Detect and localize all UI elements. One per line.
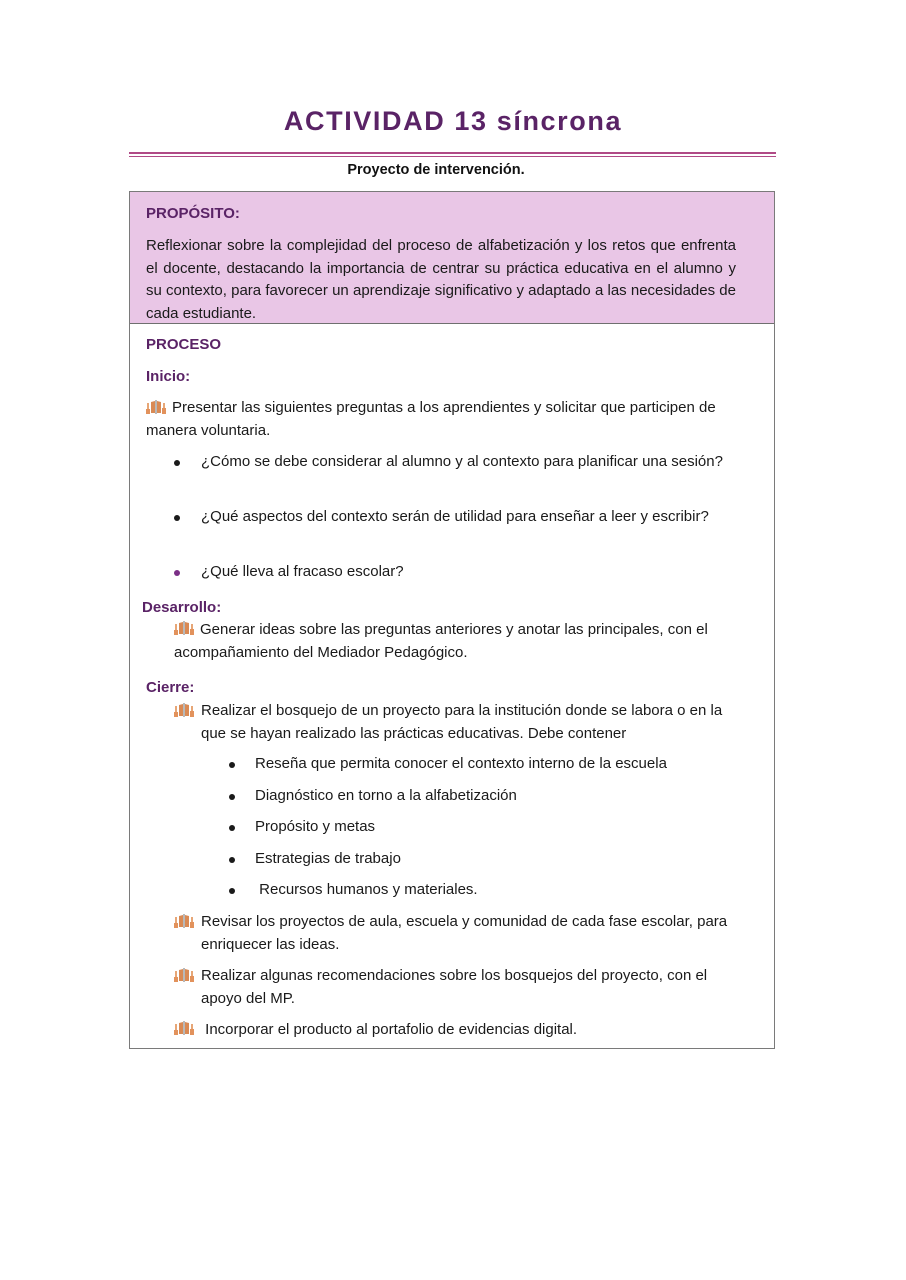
book-icon <box>174 1021 194 1035</box>
subtitle: Proyecto de intervención. <box>347 162 525 178</box>
book-icon <box>174 703 194 717</box>
cierre-label: Cierre: <box>146 679 195 696</box>
subitem-bullet <box>229 794 235 800</box>
cierre-subitem-4: Estrategias de trabajo <box>255 850 401 867</box>
subitem-bullet <box>229 762 235 768</box>
cierre-subitem-3: Propósito y metas <box>255 818 376 835</box>
title-underline <box>129 152 776 154</box>
subitem-bullet <box>229 857 235 863</box>
proposito-label: PROPÓSITO: <box>146 205 240 222</box>
cierre-item-1: Realizar el bosquejo de un proyecto para la institución donde se labora o en la que se hayan realizado las prácticas educativas. Debe contener <box>201 702 723 742</box>
inicio-intro: Presentar las siguientes preguntas a los aprendientes y solicitar que participen de manera voluntaria. <box>146 399 716 439</box>
cierre-item-2: Revisar los proyectos de aula, escuela y comunidad de cada fase escolar, para enriquecer las ideas. <box>201 913 728 953</box>
cierre-item-3: Realizar algunas recomendaciones sobre los bosquejos del proyecto, con el apoyo del MP. <box>201 967 708 1007</box>
question-2: ¿Qué aspectos del contexto serán de utilidad para enseñar a leer y escribir? <box>201 508 709 525</box>
question-bullet <box>174 460 180 466</box>
desarrollo-text: Generar ideas sobre las preguntas anteriores y anotar las principales, con el acompañamiento del Mediador Pedagógico. <box>174 621 708 661</box>
title-underline-thin <box>129 156 776 157</box>
book-icon <box>174 968 194 982</box>
cierre-subitem-5: Recursos humanos y materiales. <box>255 881 478 898</box>
subitem-bullet <box>229 825 235 831</box>
cierre-item-4: Incorporar el producto al portafolio de evidencias digital. <box>201 1021 578 1038</box>
book-icon <box>174 914 194 928</box>
proceso-label: PROCESO <box>146 336 222 353</box>
page-title: ACTIVIDAD 13 síncrona <box>283 106 623 136</box>
question-1: ¿Cómo se debe considerar al alumno y al contexto para planificar una sesión? <box>201 453 723 470</box>
question-bullet <box>174 515 180 521</box>
inicio-label: Inicio: <box>146 368 191 385</box>
question-3: ¿Qué lleva al fracaso escolar? <box>201 563 404 580</box>
question-bullet <box>174 570 180 576</box>
cierre-subitem-2: Diagnóstico en torno a la alfabetización <box>255 787 517 804</box>
subitem-bullet <box>229 888 235 894</box>
cierre-subitem-1: Reseña que permita conocer el contexto interno de la escuela <box>255 755 667 772</box>
proposito-text: Reflexionar sobre la complejidad del proceso de alfabetización y los retos que enfrenta el docente, destacando la importancia de centrar su práctica educativa en el alumno y su contexto, para favorecer un aprendizaje significativo y adaptado a las necesidades de cada estudiante. <box>146 237 736 322</box>
desarrollo-label: Desarrollo: <box>142 599 222 616</box>
